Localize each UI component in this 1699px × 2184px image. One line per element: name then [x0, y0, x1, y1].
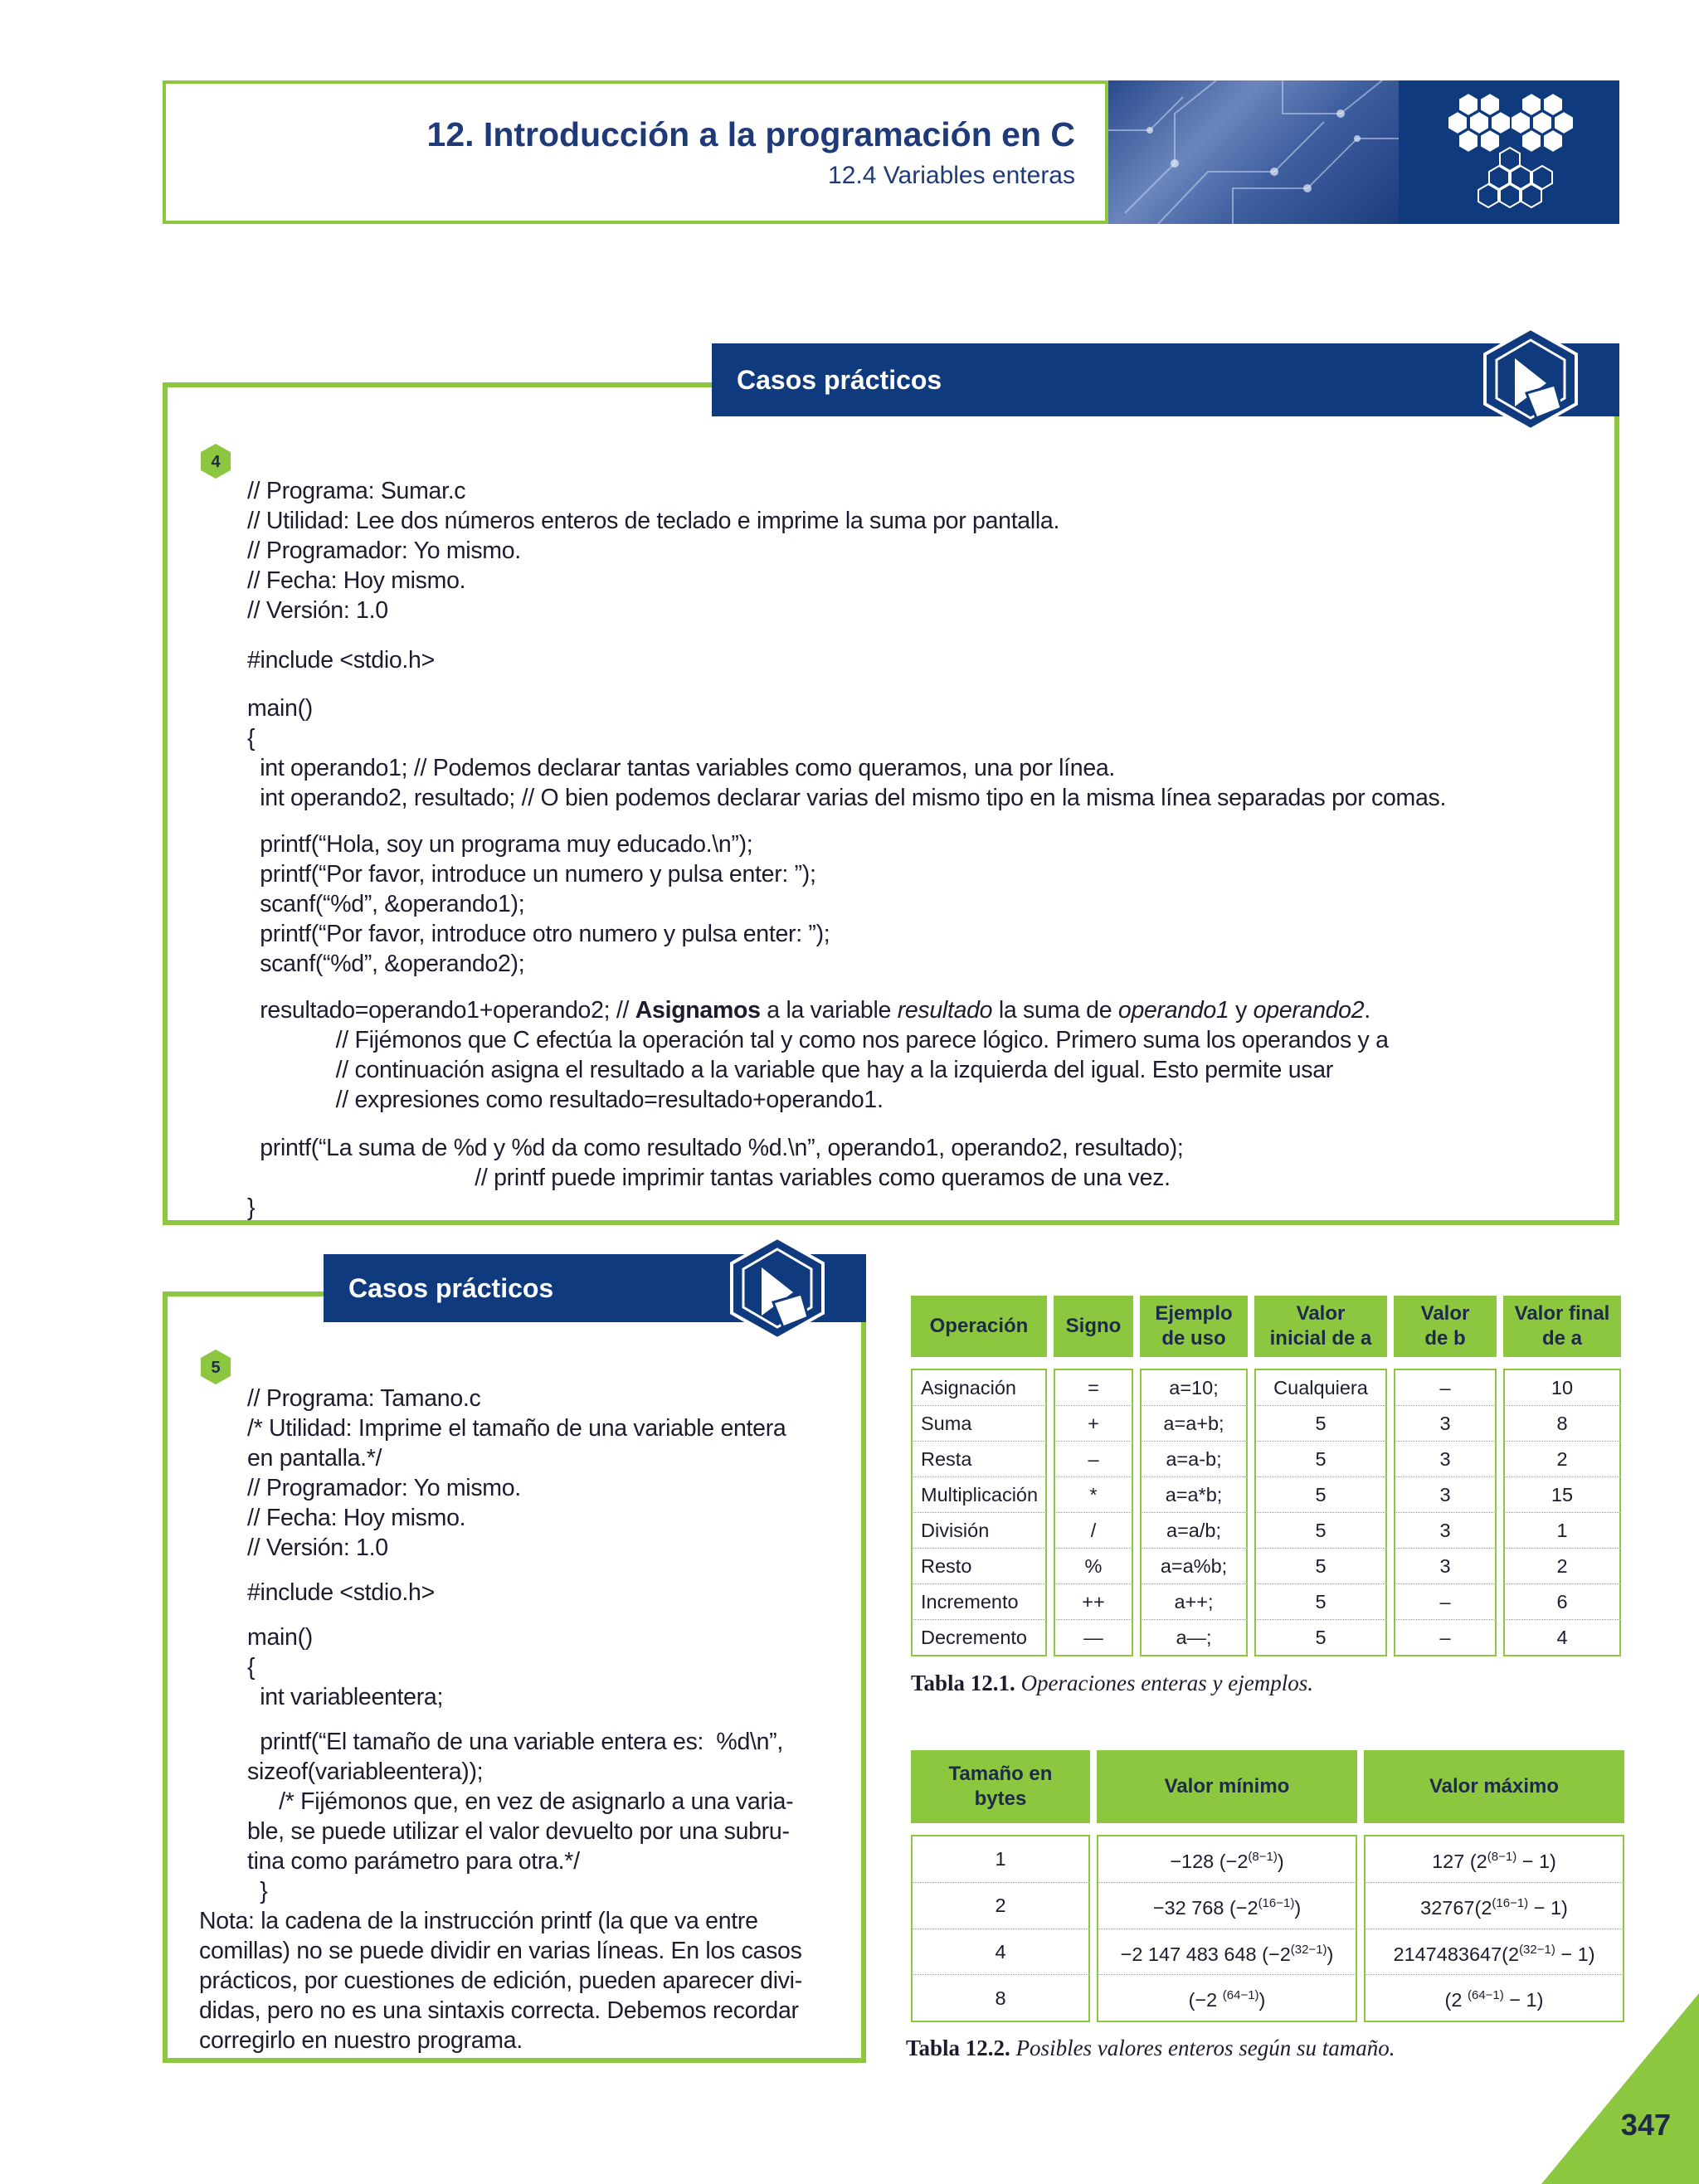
table-cell: 5	[1254, 1406, 1387, 1442]
table-cell: 127 $(2^{(8-1)} - 1)$	[1364, 1835, 1624, 1883]
table-cell: −128 $(-2^{(8-1)})$	[1097, 1835, 1357, 1883]
table-row	[911, 1549, 1621, 1584]
code-line: // continuación asigna el resultado a la variable que hay a la izquierda del igual. Esto permite usar	[247, 1057, 1333, 1083]
table-cell: 3	[1394, 1442, 1497, 1477]
code-listing-tamano	[247, 1354, 793, 1936]
code-line: {	[247, 725, 256, 752]
table-integer-operations	[904, 1296, 1628, 1656]
code-line: // Fecha: Hoy mismo.	[247, 1505, 466, 1531]
table-cell: 3	[1394, 1406, 1497, 1442]
code-line: int operando1; // Podemos declarar tantas variables como queramos, una por línea.	[247, 755, 1116, 781]
table-header-cell: Tamaño en bytes	[911, 1750, 1090, 1823]
table-row	[911, 1620, 1621, 1656]
code-line-mixed: resultado=operando1+operando2; // Asignamos a la variable resultado la suma de operando1 y operando2.	[247, 997, 1370, 1024]
table-cell: 15	[1503, 1477, 1621, 1513]
svg-text:5: 5	[211, 1359, 221, 1377]
table-cell: *	[1054, 1477, 1133, 1513]
code-line: ble, se puede utilizar el valor devuelto por una subru-	[247, 1818, 790, 1845]
table-cell: 5	[1254, 1620, 1387, 1656]
svg-text:4: 4	[211, 453, 221, 471]
table-cell: (2 $^{(64-1)}$ − 1)	[1364, 1975, 1624, 2022]
hexagon-logo-icon	[1440, 90, 1581, 215]
case-study-4-banner: Casos prácticos	[712, 343, 1619, 416]
table-cell: 5	[1254, 1477, 1387, 1513]
table-cell: ++	[1054, 1584, 1133, 1620]
table-header-cell: Valor final de a	[1503, 1296, 1621, 1357]
table-cell: División	[911, 1513, 1047, 1549]
table-cell: $32767(2^{(16-1)} - 1)$	[1364, 1883, 1624, 1929]
code-line: // Programa: Tamano.c	[247, 1385, 481, 1412]
code-line: int variableentera;	[247, 1684, 444, 1710]
table-row	[911, 1929, 1624, 1976]
table-cell: a=a/b;	[1140, 1513, 1248, 1549]
table-cell: 10	[1503, 1369, 1621, 1406]
code-line: }	[247, 1194, 256, 1221]
note-paragraph	[199, 1876, 802, 2085]
code-line: printf(“Hola, soy un programa muy educado.\n”);	[247, 831, 753, 858]
table-cell: +	[1054, 1406, 1133, 1442]
table-header-cell: Signo	[1054, 1296, 1133, 1357]
table-header-cell: Valor máximo	[1364, 1750, 1624, 1823]
table-cell: /	[1054, 1513, 1133, 1549]
table-cell: 2	[1503, 1549, 1621, 1584]
table-cell: %	[1054, 1549, 1133, 1584]
table-12-1-caption: Tabla 12.1. Operaciones enteras y ejemplos.	[911, 1671, 1313, 1695]
code-line: // Fijémonos que C efectúa la operación tal y como nos parece lógico. Primero suma los operandos y a	[247, 1027, 1389, 1053]
page-corner-triangle	[1541, 1993, 1699, 2184]
circuit-board-image	[1108, 80, 1399, 224]
table-cell: 5	[1254, 1549, 1387, 1584]
code-line: {	[247, 1654, 256, 1681]
code-line: // Programa: Sumar.c	[247, 478, 466, 504]
table-cell: $2147483647(2^{(32-1)} - 1)$	[1364, 1929, 1624, 1976]
table-cell: a=a+b;	[1140, 1406, 1248, 1442]
table-cell: −32 768 $(-2^{(16-1)})$	[1097, 1883, 1357, 1929]
table-cell: =	[1054, 1369, 1133, 1406]
table-cell: 1	[1503, 1513, 1621, 1549]
code-line: int operando2, resultado; // O bien podemos declarar varias del mismo tipo en la misma línea separadas por comas.	[247, 785, 1447, 811]
note-line: Nota: la cadena de la instrucción printf (la que va entre	[199, 1908, 758, 1934]
table-cell: a=a%b;	[1140, 1549, 1248, 1584]
note-line: didas, pero no es una sintaxis correcta. Debemos recordar	[199, 1997, 799, 2024]
table-cell: –	[1394, 1620, 1497, 1656]
table-cell: –	[1054, 1442, 1133, 1477]
note-line: comillas) no se puede dividir en varias líneas. En los casos	[199, 1938, 802, 1964]
code-line: // Programador: Yo mismo.	[247, 1475, 521, 1501]
table-header-cell: Valor mínimo	[1097, 1750, 1357, 1823]
table-cell: 3	[1394, 1477, 1497, 1513]
chapter-title: 12. Introducción a la programación en C	[426, 115, 1075, 153]
table-row	[911, 1584, 1621, 1620]
table-cell: Cualquiera	[1254, 1369, 1387, 1406]
table-cell: a=a*b;	[1140, 1477, 1248, 1513]
code-line: // printf puede imprimir tantas variables como queramos de una vez.	[247, 1165, 1171, 1191]
code-line: tina como parámetro para otra.*/	[247, 1848, 580, 1875]
page-number: 347	[1620, 2108, 1671, 2142]
table-cell: 8	[1503, 1406, 1621, 1442]
table-cell: –	[1394, 1369, 1497, 1406]
table-header-cell: Operación	[911, 1296, 1047, 1357]
table-cell: –	[1394, 1584, 1497, 1620]
code-line: // Versión: 1.0	[247, 1535, 388, 1561]
table-cell: a++;	[1140, 1584, 1248, 1620]
code-line: /* Utilidad: Imprime el tamaño de una variable entera	[247, 1415, 786, 1442]
table-header-cell: Valor inicial de a	[1254, 1296, 1387, 1357]
table-row	[911, 1442, 1621, 1477]
code-line: en pantalla.*/	[247, 1445, 382, 1471]
code-line: printf(“La suma de %d y %d da como resultado %d.\n”, operando1, operando2, resultado);	[247, 1135, 1184, 1161]
code-line: // Fecha: Hoy mismo.	[247, 567, 466, 594]
hexagon-logo-panel	[1399, 80, 1619, 224]
table-row	[911, 1835, 1624, 1883]
casos-practicos-hex-icon	[1478, 325, 1583, 433]
table-cell: 6	[1503, 1584, 1621, 1620]
number-hex-icon	[199, 443, 232, 479]
table-cell: a=a-b;	[1140, 1442, 1248, 1477]
table-cell: a—;	[1140, 1620, 1248, 1656]
code-line: #include <stdio.h>	[247, 647, 435, 674]
table-cell: Multiplicación	[911, 1477, 1047, 1513]
table-cell: 8	[911, 1975, 1090, 2022]
chapter-header	[163, 80, 1108, 224]
section-subtitle: 12.4 Variables enteras	[828, 162, 1075, 189]
table-header-cell: Valor de b	[1394, 1296, 1497, 1357]
note-line: corregirlo en nuestro programa.	[199, 2027, 523, 2054]
code-line: // expresiones como resultado=resultado+operando1.	[247, 1087, 884, 1113]
table-row	[911, 1477, 1621, 1513]
table-cell: 3	[1394, 1513, 1497, 1549]
code-line: scanf(“%d”, &operando1);	[247, 891, 525, 917]
table-cell: —	[1054, 1620, 1133, 1656]
code-line: scanf(“%d”, &operando2);	[247, 951, 525, 977]
table-cell: a=10;	[1140, 1369, 1248, 1406]
table-row	[911, 1975, 1624, 2022]
casos-practicos-hex-icon	[725, 1234, 830, 1342]
table-cell: 4	[911, 1929, 1090, 1976]
table-cell: 5	[1254, 1442, 1387, 1477]
code-listing-sumar	[247, 446, 1446, 1253]
table-12-2-caption: Tabla 12.2. Posibles valores enteros según su tamaño.	[906, 2036, 1395, 2060]
table-row	[911, 1406, 1621, 1442]
table-cell: 5	[1254, 1513, 1387, 1549]
note-line: prácticos, por cuestiones de edición, pueden aparecer divi-	[199, 1968, 802, 1994]
code-line: // Versión: 1.0	[247, 597, 388, 624]
table-cell: Resto	[911, 1549, 1047, 1584]
table-cell: 5	[1254, 1584, 1387, 1620]
code-line: printf(“El tamaño de una variable entera es: %d\n”,	[247, 1729, 783, 1755]
code-line: /* Fijémonos que, en vez de asignarlo a una varia-	[247, 1788, 794, 1815]
table-cell: 2	[1503, 1442, 1621, 1477]
table-cell: −2 147 483 648 $(-2^{(32-1)})$	[1097, 1929, 1357, 1976]
table-cell: 3	[1394, 1549, 1497, 1584]
code-line: sizeof(variableentera));	[247, 1758, 484, 1785]
table-cell: Incremento	[911, 1584, 1047, 1620]
case-study-5-banner: Casos prácticos	[324, 1254, 866, 1322]
code-line: // Utilidad: Lee dos números enteros de teclado e imprime la suma por pantalla.	[247, 508, 1060, 534]
code-line: // Programador: Yo mismo.	[247, 537, 521, 564]
table-header-cell: Ejemplo de uso	[1140, 1296, 1248, 1357]
table-cell: Asignación	[911, 1369, 1047, 1406]
table-cell: Decremento	[911, 1620, 1047, 1656]
table-cell: 4	[1503, 1620, 1621, 1656]
table-cell: Suma	[911, 1406, 1047, 1442]
table-cell: Resta	[911, 1442, 1047, 1477]
code-line: printf(“Por favor, introduce otro numero y pulsa enter: ”);	[247, 921, 830, 947]
code-line: main()	[247, 1624, 313, 1651]
code-line: main()	[247, 695, 313, 722]
table-cell: 2	[911, 1883, 1090, 1929]
code-line: #include <stdio.h>	[247, 1579, 435, 1606]
table-row	[911, 1369, 1621, 1406]
table-cell: (−2 $^{(64-1)}$)	[1097, 1975, 1357, 2022]
code-line: printf(“Por favor, introduce un numero y pulsa enter: ”);	[247, 861, 816, 888]
table-row	[911, 1883, 1624, 1929]
table-cell: 1	[911, 1835, 1090, 1883]
table-row	[911, 1513, 1621, 1549]
code-line: }	[247, 1878, 268, 1904]
number-hex-icon	[199, 1349, 232, 1385]
table-integer-ranges	[904, 1750, 1631, 2022]
